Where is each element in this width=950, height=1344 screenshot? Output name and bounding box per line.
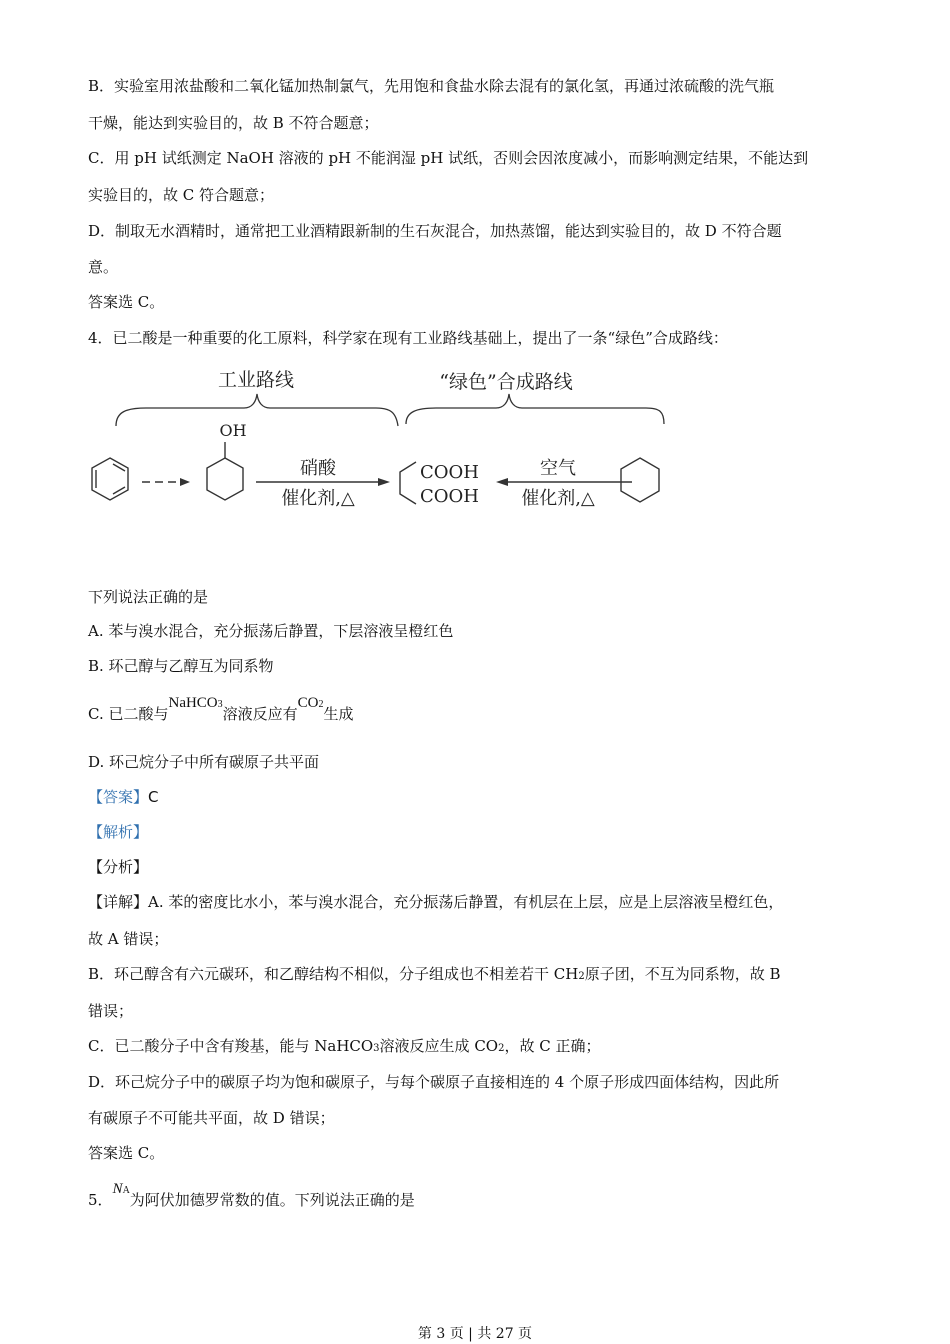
option-d: D. 环己烷分子中所有碳原子共平面 bbox=[88, 753, 320, 771]
text-line: 意。 bbox=[88, 258, 119, 276]
answer-line: 答案选 C。 bbox=[88, 293, 165, 311]
detail-line bbox=[88, 964, 781, 987]
detail-line bbox=[88, 1036, 600, 1059]
detail-line: 【详解】A. 苯的密度比水小，苯与溴水混合，充分振荡后静置，有机层在上层，应是上层溶液呈橙红色， bbox=[88, 893, 784, 911]
diagram-part bbox=[496, 478, 508, 486]
detail-line: D．环己烷分子中的碳原子均为饱和碳原子，与每个碳原子直接相连的 4 个原子形成四面体结构，因此所 bbox=[88, 1073, 780, 1091]
reagent-air: 空气 bbox=[540, 458, 576, 479]
analysis-label: 【解析】 bbox=[88, 823, 149, 841]
green-brace bbox=[406, 394, 664, 424]
option-c bbox=[88, 695, 354, 727]
formula-text: CO bbox=[297, 695, 319, 711]
question-4-stem: 4．已二酸是一种重要的化工原料，科学家在现有工业路线基础上，提出了一条“绿色”合成路线： bbox=[88, 329, 728, 347]
formula-subscript: A bbox=[122, 1185, 130, 1196]
question-prompt: 下列说法正确的是 bbox=[88, 588, 209, 606]
text: 原子团，不互为同系物，故 B bbox=[584, 965, 781, 983]
text: C．已二酸分子中含有羧基，能与 NaHCO bbox=[88, 1037, 374, 1055]
answer-row bbox=[88, 787, 159, 807]
text-line: B．实验室用浓盐酸和二氧化锰加热制氯气，先用饱和食盐水除去混有的氯化氢，再通过浓硫酸的洗气瓶 bbox=[88, 77, 775, 95]
fenxi-label: 【分析】 bbox=[88, 858, 149, 876]
detail-line: 故 A 错误； bbox=[88, 930, 169, 948]
adipic-acid-chain bbox=[400, 462, 416, 504]
reagent-catalyst-heat-2: 催化剂,△ bbox=[521, 488, 595, 509]
green-route-label: “绿色”合成路线 bbox=[439, 371, 573, 393]
cooh-label-2: COOH bbox=[420, 486, 479, 507]
question-5-stem bbox=[88, 1181, 415, 1213]
subscript: 3 bbox=[373, 1043, 380, 1054]
diagram-part bbox=[207, 458, 243, 500]
formula-text: NaHCO bbox=[168, 695, 218, 711]
answer-value: C bbox=[148, 788, 159, 806]
cooh-label-1: COOH bbox=[420, 462, 479, 483]
text-line: 实验目的，故 C 符合题意； bbox=[88, 186, 275, 204]
diagram-part bbox=[378, 478, 390, 486]
page-footer: 第 3 页 | 共 27 页 bbox=[417, 1326, 533, 1342]
synthesis-route-diagram bbox=[86, 362, 680, 518]
detail-line: 有碳原子不可能共平面，故 D 错误； bbox=[88, 1109, 335, 1127]
option-b: B. 环己醇与乙醇互为同系物 bbox=[88, 657, 274, 675]
option-a: A. 苯与溴水混合，充分振荡后静置，下层溶液呈橙红色 bbox=[88, 622, 454, 640]
industrial-route-label: 工业路线 bbox=[217, 369, 295, 391]
formula-subscript: 3 bbox=[217, 699, 223, 710]
oh-group-label: OH bbox=[219, 421, 247, 440]
answer-label: 【答案】 bbox=[88, 788, 149, 806]
text-line: C．用 pH 试纸测定 NaOH 溶液的 pH 不能润湿 pH 试纸，否则会因浓度减小，而影响测定结果，不能达到 bbox=[88, 149, 809, 167]
subscript: 2 bbox=[498, 1043, 505, 1054]
option-c-mid: 溶液反应有 bbox=[222, 705, 298, 723]
cyclohexanol-ring bbox=[207, 442, 243, 500]
text: B．环己醇含有六元碳环，和乙醇结构不相似，分子组成也不相差若干 CH bbox=[88, 965, 579, 983]
option-c-post: 生成 bbox=[323, 705, 354, 723]
detail-line: 错误； bbox=[88, 1002, 134, 1020]
text: ，故 C 正确； bbox=[504, 1037, 601, 1055]
formula-subscript: 2 bbox=[318, 699, 324, 710]
cyclohexane-ring bbox=[621, 458, 659, 502]
na-symbol bbox=[113, 1181, 130, 1197]
subscript: 2 bbox=[578, 971, 585, 982]
diagram-part bbox=[180, 478, 190, 486]
diagram-part bbox=[92, 458, 128, 500]
reagent-nitric-acid: 硝酸 bbox=[300, 458, 336, 479]
question-number: 5． bbox=[88, 1191, 113, 1209]
detail-answer: 答案选 C。 bbox=[88, 1144, 165, 1162]
reagent-catalyst-heat-1: 催化剂,△ bbox=[281, 488, 355, 509]
text-line: 干燥，能达到实验目的，故 B 不符合题意； bbox=[88, 114, 379, 132]
industrial-brace bbox=[116, 394, 398, 426]
text-line: D．制取无水酒精时，通常把工业酒精跟新制的生石灰混合，加热蒸馏，能达到实验目的，故 D 不符合题 bbox=[88, 222, 782, 240]
formula-text: N bbox=[112, 1181, 123, 1197]
benzene-ring bbox=[92, 458, 128, 500]
option-c-pre: C. 已二酸与 bbox=[88, 705, 169, 723]
text: 溶液反应生成 CO bbox=[379, 1037, 499, 1055]
question-text: 为阿伏加德罗常数的值。下列说法正确的是 bbox=[129, 1191, 415, 1209]
formula-nahco3 bbox=[168, 695, 222, 711]
formula-co2 bbox=[298, 695, 324, 711]
